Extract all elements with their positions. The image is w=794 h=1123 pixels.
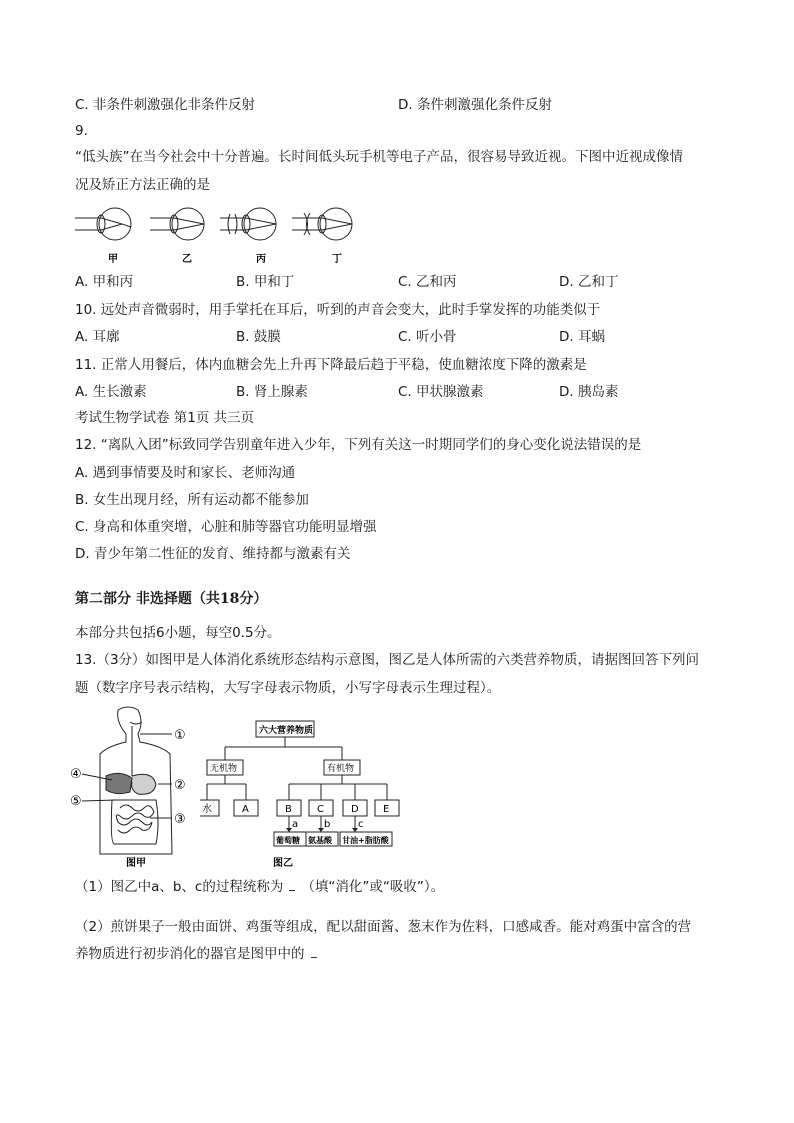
q9-option-d: D. 乙和丁 bbox=[559, 274, 619, 290]
marker-1: ① bbox=[174, 728, 186, 743]
product-glycerol-fatty-acid: 甘油+脂肪酸 bbox=[342, 836, 389, 845]
leaf-d: D bbox=[351, 804, 359, 815]
eye-diagram-yi bbox=[150, 208, 204, 240]
q10-option-a: A. 耳廓 bbox=[75, 329, 120, 345]
q11-option-b: B. 肾上腺素 bbox=[236, 384, 308, 400]
marker-3: ③ bbox=[174, 812, 186, 827]
eye-diagram-ding bbox=[292, 208, 352, 240]
q9-option-a: A. 甲和丙 bbox=[75, 274, 134, 290]
process-a: a bbox=[292, 819, 299, 830]
q13-sub1-answer-blank[interactable] bbox=[289, 878, 295, 891]
process-b: b bbox=[324, 819, 331, 830]
figure-label-jia: 甲 bbox=[108, 254, 118, 265]
stomach bbox=[132, 774, 156, 794]
q13-sub1 bbox=[75, 878, 444, 896]
q13-stem-line1: 13.（3分）如图甲是人体消化系统形态结构示意图，图乙是人体所需的六类营养物质，请据图回答下列问 bbox=[75, 652, 700, 668]
liver bbox=[106, 773, 132, 793]
part2-title: 第二部分 非选择题（共18分） bbox=[75, 591, 268, 607]
q13-sub2-line1: （2）煎饼果子一般由面饼、鸡蛋等组成，配以甜面酱、葱末作为佐料，口感咸香。能对鸡蛋中富含的营 bbox=[75, 919, 692, 935]
leaf-a: A bbox=[242, 804, 249, 815]
part2-note: 本部分共包括6小题，每空0.5分。 bbox=[75, 625, 281, 641]
q9-option-c: C. 乙和丙 bbox=[398, 274, 457, 290]
leaf-b: B bbox=[285, 804, 292, 815]
q10-stem: 10. 远处声音微弱时，用手掌托在耳后，听到的声音会变大，此时手掌发挥的功能类似于 bbox=[75, 302, 601, 318]
page-footer: 考试生物学试卷 第1页 共三页 bbox=[75, 410, 255, 426]
q9-option-b: B. 甲和丁 bbox=[236, 274, 295, 290]
root-label: 六大营养物质 bbox=[259, 726, 314, 736]
q9-stem-line1: “低头族”在当今社会中十分普遍。长时间低头玩手机等电子产品，很容易导致近视。下图中近视成像情 bbox=[75, 149, 683, 165]
q12-option-c: C. 身高和体重突增，心脏和肺等器官功能明显增强 bbox=[75, 519, 377, 535]
q13-sub2-answer-blank[interactable] bbox=[311, 945, 317, 958]
marker-2: ② bbox=[174, 778, 186, 793]
fig-yi-caption: 图乙 bbox=[273, 858, 293, 869]
leaf-c: C bbox=[317, 804, 324, 815]
inorganic-label: 无机物 bbox=[210, 764, 238, 774]
q13-stem-line2: 题（数字序号表示结构，大写字母表示物质，小写字母表示生理过程）。 bbox=[75, 680, 501, 696]
q8-option-c: C. 非条件刺激强化非条件反射 bbox=[75, 97, 256, 113]
eye-diagram-bing bbox=[220, 208, 276, 240]
q8-option-d: D. 条件刺激强化条件反射 bbox=[398, 97, 552, 113]
q9-number: 9. bbox=[75, 123, 88, 139]
leaf-water: 水 bbox=[202, 804, 212, 815]
product-glucose: 葡萄糖 bbox=[276, 836, 300, 845]
q13-sub2-text: 养物质进行初步消化的器官是图甲中的 bbox=[75, 946, 305, 962]
q10-option-c: C. 听小骨 bbox=[398, 329, 457, 345]
eye-diagram-jia bbox=[75, 208, 131, 240]
q11-option-a: A. 生长激素 bbox=[75, 384, 147, 400]
process-c: c bbox=[358, 819, 364, 830]
q11-option-c: C. 甲状腺激素 bbox=[398, 384, 484, 400]
q13-sub1-suffix: （填“消化”或“吸收”）。 bbox=[301, 879, 445, 895]
q9-eye-figure bbox=[70, 204, 370, 266]
organic-label: 有机物 bbox=[327, 764, 355, 774]
mouth bbox=[130, 722, 142, 724]
nutrients-tree-figure bbox=[200, 718, 420, 870]
q11-option-d: D. 胰岛素 bbox=[559, 384, 619, 400]
q13-sub1-prefix: （1）图乙中a、b、c的过程统称为 bbox=[75, 879, 284, 895]
figure-label-bing: 丙 bbox=[256, 254, 266, 265]
figure-label-ding: 丁 bbox=[332, 254, 342, 265]
marker-5: ⑤ bbox=[70, 794, 82, 809]
q12-option-a: A. 遇到事情要及时和家长、老师沟通 bbox=[75, 465, 296, 481]
leaf-e: E bbox=[383, 804, 390, 815]
product-amino-acid: 氨基酸 bbox=[308, 836, 332, 845]
small-intestine bbox=[116, 805, 154, 833]
q12-option-b: B. 女生出现月经，所有运动都不能参加 bbox=[75, 492, 309, 508]
q9-stem-line2: 况及矫正方法正确的是 bbox=[75, 177, 210, 193]
marker-4: ④ bbox=[70, 767, 82, 782]
fig-jia-caption: 图甲 bbox=[126, 858, 146, 869]
q12-stem: 12. “离队入团”标致同学告别童年进入少年，下列有关这一时期同学们的身心变化说法错误的是 bbox=[75, 437, 642, 453]
q12-option-d: D. 青少年第二性征的发育、维持都与激素有关 bbox=[75, 546, 351, 562]
digestive-system-figure bbox=[70, 704, 200, 870]
figure-label-yi: 乙 bbox=[182, 254, 192, 265]
q13-sub2-line2 bbox=[75, 945, 323, 963]
q11-stem: 11. 正常人用餐后，体内血糖会先上升再下降最后趋于平稳，使血糖浓度下降的激素是 bbox=[75, 357, 587, 373]
q10-option-d: D. 耳蜗 bbox=[559, 329, 605, 345]
q10-option-b: B. 鼓膜 bbox=[236, 329, 281, 345]
